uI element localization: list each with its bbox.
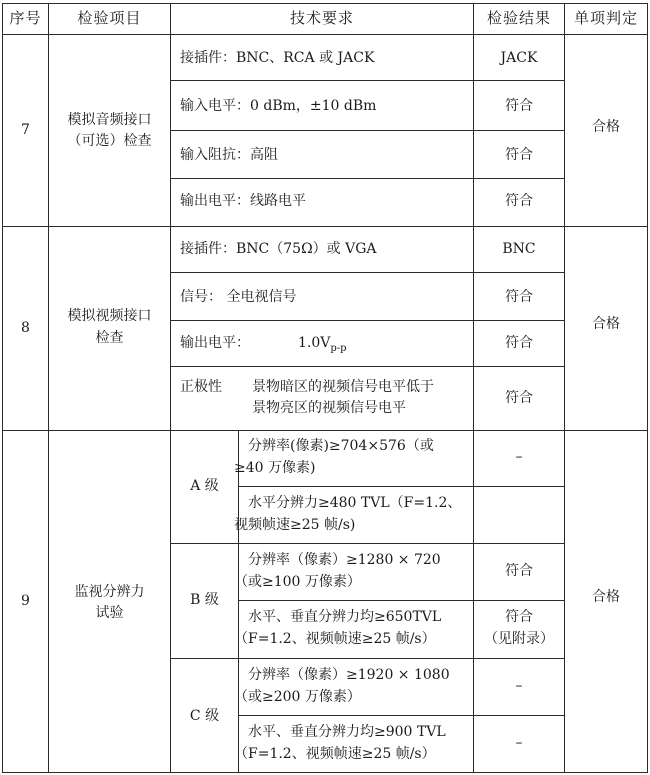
table-border-right (647, 3, 648, 773)
group-item-line: 试验 (95, 605, 124, 621)
result-text: 符合 (505, 609, 533, 625)
level-label: A 级 (190, 478, 219, 494)
group-divider-8-9 (2, 430, 648, 431)
result-text: 符合 (505, 98, 533, 114)
requirement-text: 信号： 全电视信号 (180, 289, 297, 305)
requirement-text: 水平、垂直分辨力均≥650TVL (248, 609, 442, 625)
group-judgement: 合格 (592, 316, 620, 332)
requirement-text: 接插件：BNC（75Ω）或 VGA (180, 241, 377, 257)
requirement-text: 视频帧速≥25 帧/s) (234, 517, 356, 533)
group-no: 9 (21, 593, 30, 609)
result-text: （见附录） (484, 631, 554, 647)
group-item-line: 模拟视频接口 (67, 308, 152, 324)
row-divider (170, 80, 564, 81)
row-divider (170, 272, 564, 273)
table-border-left (2, 3, 3, 773)
requirement-text: ≥40 万像素) (234, 460, 316, 476)
group-judgement: 合格 (592, 119, 620, 135)
row-divider (170, 366, 564, 367)
table-border-bottom (2, 772, 648, 773)
result-text: 符合 (505, 563, 533, 579)
header-result: 检验结果 (486, 9, 551, 27)
result-text: 符合 (505, 147, 533, 163)
row-divider (238, 715, 564, 716)
result-text: – (515, 678, 523, 694)
level-divider (170, 543, 564, 544)
requirement-text: 分辨率（像素）≥1280 × 720 (248, 552, 441, 568)
header-requirement: 技术要求 (289, 9, 354, 27)
requirement-text: 接插件：BNC、RCA 或 JACK (180, 50, 375, 66)
requirement-text: （或≥200 万像素） (234, 689, 361, 705)
row-divider (170, 178, 564, 179)
requirement-text: 景物亮区的视频信号电平 (252, 400, 406, 416)
requirement-text: 分辨率(像素)≥704×576（或 (248, 438, 434, 454)
result-text: 符合 (505, 390, 533, 406)
requirement-text: 水平分辨力≥480 TVL（F=1.2、 (248, 495, 462, 511)
table-border-top (2, 3, 648, 4)
row-divider (170, 130, 564, 131)
requirement-text: （F=1.2、视频帧速≥25 帧/s） (234, 746, 436, 762)
group-divider-7-8 (2, 226, 648, 227)
requirement-text: 分辨率（像素）≥1920 × 1080 (248, 667, 450, 683)
result-text: JACK (500, 50, 538, 66)
row-divider (170, 320, 564, 321)
header-item: 检验项目 (77, 9, 142, 27)
requirement-label: 输出电平： (180, 335, 250, 351)
group-item-line: 检查 (95, 330, 124, 346)
level-divider (170, 658, 564, 659)
level-label: C 级 (189, 708, 220, 724)
requirement-text: 输入电平：0 dBm，±10 dBm (180, 98, 377, 114)
requirement-text: 输入阻抗：高阻 (180, 147, 278, 163)
result-text: 符合 (505, 193, 533, 209)
result-text: BNC (502, 241, 536, 257)
group-no: 7 (21, 122, 30, 138)
group-item-line: 模拟音频接口 (67, 112, 152, 128)
result-text: 符合 (505, 289, 533, 305)
header-judgement: 单项判定 (573, 9, 638, 27)
output-level-subscript: p-p (330, 343, 347, 354)
result-text: – (515, 735, 523, 751)
group-judgement: 合格 (592, 589, 620, 605)
header-divider (2, 34, 648, 35)
requirement-label: 正极性 (180, 379, 222, 395)
row-divider (238, 600, 564, 601)
row-divider (238, 486, 564, 487)
group-item-line: 监视分辨力 (74, 584, 145, 600)
level-label: B 级 (190, 592, 219, 608)
requirement-value (298, 333, 347, 359)
col-divider (170, 3, 171, 773)
requirement-text: 输出电平：线路电平 (180, 193, 306, 209)
group-item-line: （可选）检查 (67, 133, 152, 149)
result-text: 符合 (505, 335, 533, 351)
requirement-text: 水平、垂直分辨力均≥900 TVL (248, 724, 446, 740)
header-no: 序号 (9, 9, 42, 27)
result-text: – (515, 449, 523, 465)
requirement-text: （F=1.2、视频帧速≥25 帧/s） (234, 631, 436, 647)
group-no: 8 (21, 320, 30, 336)
requirement-text: （或≥100 万像素） (234, 574, 361, 590)
requirement-text: 景物暗区的视频信号电平低于 (252, 379, 434, 395)
level-col-divider (238, 430, 239, 773)
output-level-value: 1.0V (298, 335, 331, 351)
